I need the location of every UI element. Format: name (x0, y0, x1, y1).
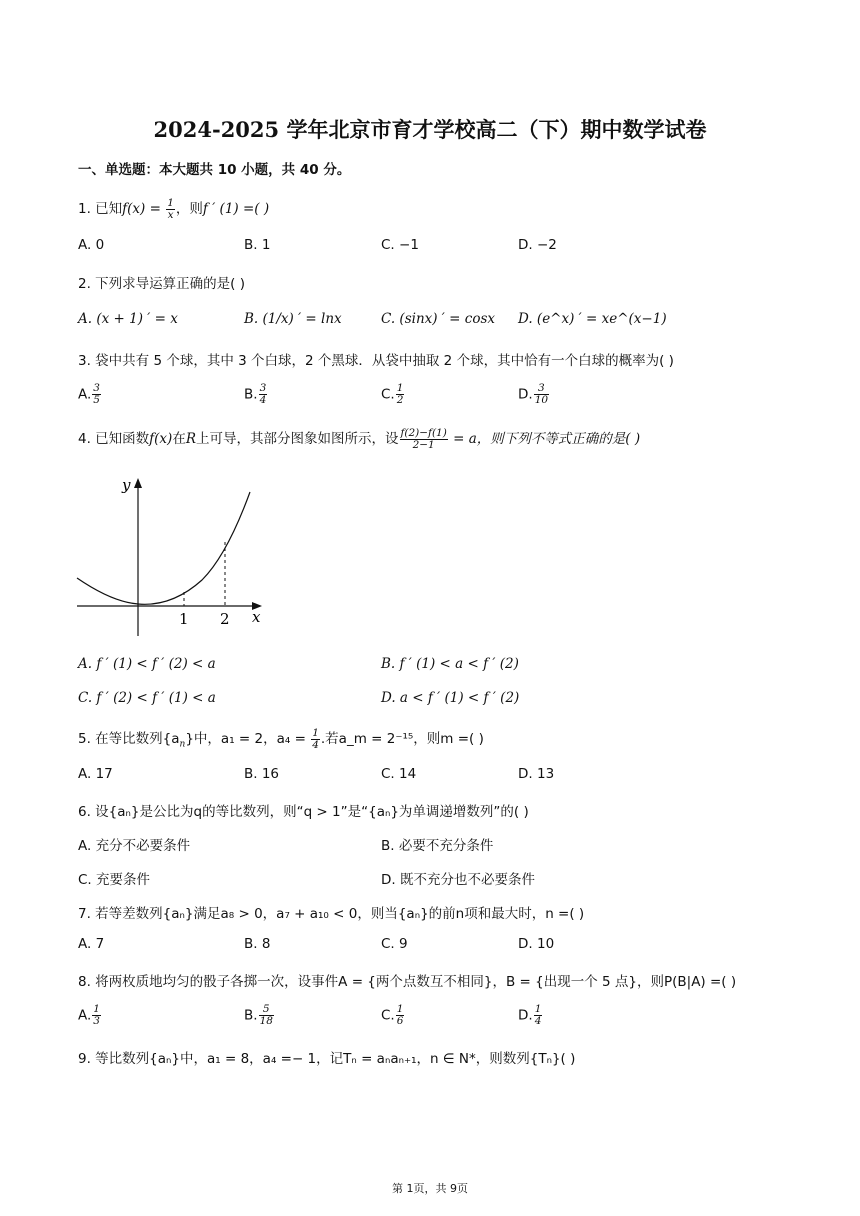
q4-option-d: D. a < f ′ (1) < f ′ (2) (381, 690, 520, 706)
q2-option-a: A. (x + 1) ′ = x (78, 311, 178, 327)
q6-option-b: B. 必要不充分条件 (381, 838, 494, 854)
question-2: 2. 下列求导运算正确的是( ) (78, 276, 245, 292)
q8-option-b: B. $\frac{5}{18}$ (244, 1003, 273, 1027)
q4-fraction: $\frac{f(2)-f(1)}{2-1}$ (400, 426, 447, 451)
question-7: 7. 若等差数列{aₙ}满足a₈ > 0，a₇ + a₁₀ < 0，则当{aₙ}的前n项和最大时，n =( ) (78, 906, 585, 922)
q3-option-c: C. $\frac{1}{2}$ (381, 382, 404, 406)
q3-option-b: B. $\frac{3}{4}$ (244, 382, 267, 406)
q3-option-d: D. $\frac{3}{10}$ (518, 382, 549, 406)
curve (77, 492, 250, 604)
q1-ask: f ′ (1) =( ) (202, 201, 270, 217)
y-axis-arrow (134, 478, 142, 488)
q4-option-a: A. f ′ (1) < f ′ (2) < a (78, 656, 216, 672)
q8-option-c: C. $\frac{1}{6}$ (381, 1003, 404, 1027)
q1-fraction: $\frac{1}{x}$ (167, 196, 174, 221)
q1-fx: f(x) = (122, 201, 166, 217)
question-9: 9. 等比数列{aₙ}中，a₁ = 8，a₄ =− 1，记Tₙ = aₙaₙ₊₁，n ∈ N*，则数列{Tₙ}( ) (78, 1051, 576, 1067)
q2-option-c: C. (sinx) ′ = cosx (381, 311, 495, 327)
q5-option-d: D. 13 (518, 766, 555, 782)
q4-option-c: C. f ′ (2) < f ′ (1) < a (78, 690, 216, 706)
q7-option-c: C. 9 (381, 936, 408, 952)
q6-option-a: A. 充分不必要条件 (78, 838, 191, 854)
q7-option-a: A. 7 (78, 936, 105, 952)
question-8: 8. 将两枚质地均匀的骰子各掷一次，设事件A = {两个点数互不相同}，B = {出现一个 5 点}，则P(B|A) =( ) (78, 974, 737, 990)
section-heading: 一、单选题：本大题共 10 小题，共 40 分。 (78, 162, 351, 178)
q8-option-a: A. $\frac{1}{3}$ (78, 1003, 100, 1027)
q1-option-b: B. 1 (244, 237, 271, 253)
q7-option-d: D. 10 (518, 936, 555, 952)
question-5: 5. 在等比数列$\{a_n\}$中，a₁ = 2，a₄ = $\frac{1}{4}$ .若a_m = 2⁻¹⁵，则m =( ) (78, 726, 484, 751)
page-footer: 第 1页，共 9页 (392, 1182, 468, 1195)
q5-option-a: A. 17 (78, 766, 113, 782)
function-graph (72, 470, 272, 640)
q2-option-d: D. (e^x) ′ = xe^(x−1) (518, 311, 667, 327)
q8-option-d: D. $\frac{1}{4}$ (518, 1003, 542, 1027)
q5-option-b: B. 16 (244, 766, 280, 782)
q1-option-c: C. −1 (381, 237, 419, 253)
page-title: 2024-2025 学年北京市育才学校高二（下）期中数学试卷 (153, 117, 707, 142)
q6-option-c: C. 充要条件 (78, 872, 151, 888)
question-3: 3. 袋中共有 5 个球，其中 3 个白球，2 个黑球．从袋中抽取 2 个球，其中恰有一个白球的概率为( ) (78, 353, 674, 369)
q2-option-b: B. (1/x) ′ = lnx (244, 311, 342, 327)
q1-middle: ，则 (175, 201, 203, 217)
q1-option-d: D. −2 (518, 237, 557, 253)
y-label: y (122, 476, 131, 494)
q3-option-a: A. $\frac{3}{5}$ (78, 382, 100, 406)
q1-prefix: 1. 已知 (78, 201, 123, 217)
x-label: x (252, 608, 261, 626)
question-1 (78, 197, 269, 221)
q4-option-b: B. f ′ (1) < a < f ′ (2) (381, 656, 519, 672)
tick-1: 1 (179, 610, 189, 628)
q5-option-c: C. 14 (381, 766, 417, 782)
question-6: 6. 设{aₙ}是公比为q的等比数列，则“q > 1”是“{aₙ}为单调递增数列”的( ) (78, 804, 529, 820)
tick-2: 2 (220, 610, 230, 628)
q1-option-a: A. 0 (78, 237, 105, 253)
question-4: 4. 已知函数f(x)在R上可导，其部分图象如图所示，设 $\frac{f(2)-f(1)}{2-1}$ = a，则下列不等式正确的是( ) (78, 426, 641, 451)
q7-option-b: B. 8 (244, 936, 271, 952)
q6-option-d: D. 既不充分也不必要条件 (381, 872, 535, 888)
